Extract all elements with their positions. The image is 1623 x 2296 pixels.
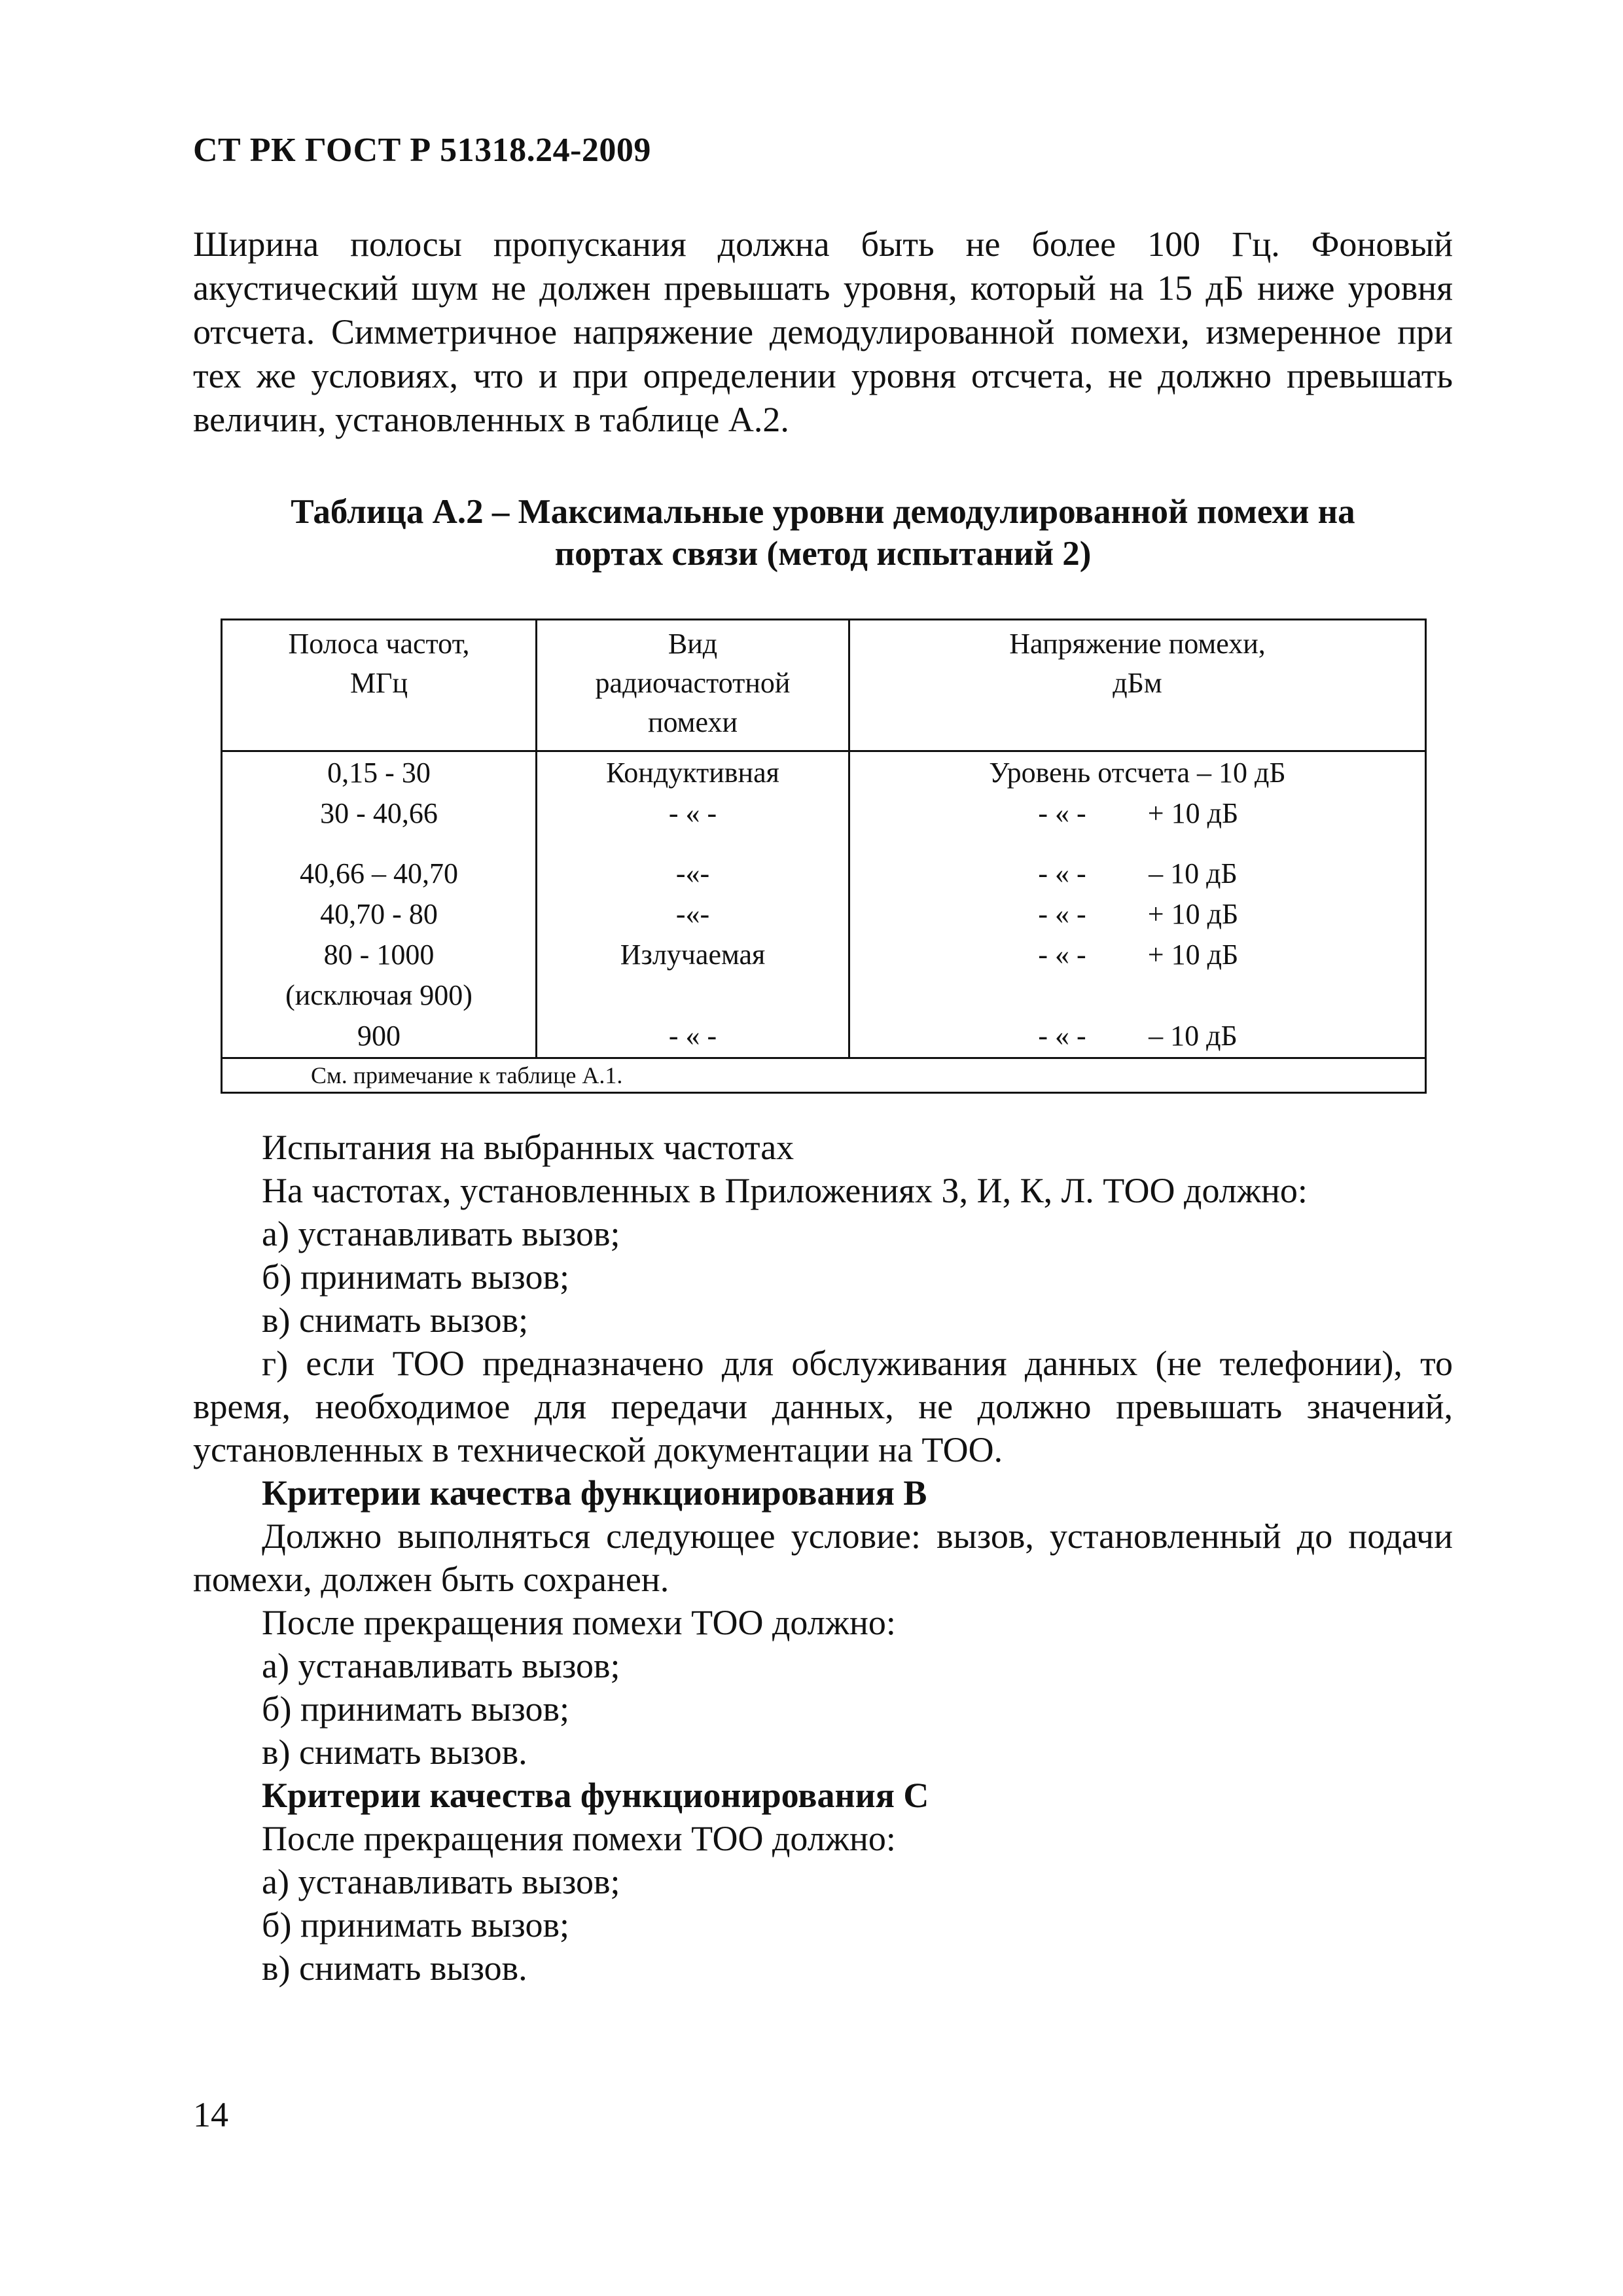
voltage-ditto: - « - <box>1038 797 1086 829</box>
table-cell-voltage <box>850 935 1425 976</box>
voltage-ditto: - « - <box>1038 898 1086 930</box>
table-cell-type: -«- <box>675 898 710 930</box>
table-cell-type: - « - <box>668 1020 717 1052</box>
table-note-row <box>222 1058 1426 1093</box>
document-code-header: СТ РК ГОСТ Р 51318.24-2009 <box>193 132 651 169</box>
table-cell-voltage <box>850 895 1425 935</box>
header-frequency-band-line-2: МГц <box>349 667 408 699</box>
voltage-ditto: - « - <box>1038 857 1086 889</box>
voltage-delta: – 10 дБ <box>1149 857 1238 889</box>
list-item: б) принимать вызов; <box>262 1257 569 1297</box>
table-cell-type: -«- <box>675 857 710 889</box>
table-body-row <box>222 751 1426 1058</box>
header-interference-voltage-line-2: дБм <box>1113 667 1162 699</box>
page-number: 14 <box>193 2095 228 2134</box>
body-paragraph: Должно выполняться следующее условие: вызов, установленный до подачи помехи, должен быть сохранен. <box>193 1516 1453 1599</box>
header-interference-voltage-line-1: Напряжение помехи, <box>1009 628 1266 660</box>
voltage-delta: – 10 дБ <box>1149 1020 1238 1052</box>
table-cell-type-empty <box>537 976 848 1016</box>
header-interference-voltage <box>849 620 1426 751</box>
body-paragraph: После прекращения помехи ТОО должно: <box>262 1819 896 1858</box>
table-cell-band: 0,15 - 30 <box>327 757 431 789</box>
table-header-row <box>222 620 1426 751</box>
voltage-delta: + 10 дБ <box>1147 898 1239 930</box>
table-cell-type: Кондуктивная <box>606 757 779 789</box>
table-cell-band: 900 <box>357 1020 401 1052</box>
list-item: а) устанавливать вызов; <box>262 1214 620 1253</box>
body-paragraph: После прекращения помехи ТОО должно: <box>262 1603 896 1642</box>
table-caption <box>193 491 1453 575</box>
table-cell-band: 40,70 - 80 <box>320 898 438 930</box>
voltage-ditto: - « - <box>1038 939 1086 971</box>
body-text <box>193 1126 1453 1990</box>
list-item: а) устанавливать вызов; <box>262 1646 620 1685</box>
table-note: См. примечание к таблице А.1. <box>222 1058 1426 1093</box>
table-cell-band: (исключая 900) <box>285 979 473 1011</box>
table-cell-voltage <box>850 794 1425 834</box>
header-interference-type-line-3: помехи <box>647 706 738 738</box>
header-interference-type-line-1: Вид <box>668 628 718 660</box>
body-paragraph: На частотах, установленных в Приложениях З, И, К, Л. ТОО должно: <box>262 1171 1308 1210</box>
voltage-delta: + 10 дБ <box>1147 797 1239 829</box>
interference-type-column <box>537 751 849 1058</box>
interference-voltage-column <box>849 751 1426 1058</box>
section-heading-criteria-c: Критерии качества функционирования С <box>262 1776 929 1815</box>
frequency-band-column <box>222 751 537 1058</box>
list-item: в) снимать вызов; <box>262 1300 529 1340</box>
header-interference-type-line-2: радиочастотной <box>595 667 791 699</box>
list-item: в) снимать вызов. <box>262 1948 527 1988</box>
table-cell-voltage-empty <box>850 976 1425 1016</box>
table-cell-type: Излучаемая <box>620 939 766 971</box>
table-caption-line-1: Таблица А.2 – Максимальные уровни демодулированной помехи на <box>291 493 1355 531</box>
table-cell-band: 30 - 40,66 <box>320 797 438 829</box>
interference-levels-table <box>221 619 1427 1094</box>
body-paragraph: Испытания на выбранных частотах <box>262 1128 794 1167</box>
table-cell-type: - « - <box>668 797 717 829</box>
list-item: в) снимать вызов. <box>262 1732 527 1772</box>
table-cell-band: 80 - 1000 <box>323 939 435 971</box>
header-interference-type <box>537 620 849 751</box>
list-item: г) если ТОО предназначено для обслуживания данных (не телефонии), то время, необходимое для передачи данных, не должно превышать значений, установленных в технической документации на ТОО. <box>193 1344 1453 1469</box>
table-cell-voltage <box>850 1016 1425 1057</box>
list-item: б) принимать вызов; <box>262 1905 569 1945</box>
table-caption-line-2: портах связи (метод испытаний 2) <box>554 535 1092 573</box>
table-cell-band: 40,66 – 40,70 <box>300 857 458 889</box>
voltage-delta: + 10 дБ <box>1147 939 1239 971</box>
voltage-full: Уровень отсчета – 10 дБ <box>989 757 1286 789</box>
section-heading-criteria-b: Критерии качества функционирования В <box>262 1473 927 1513</box>
list-item: а) устанавливать вызов; <box>262 1862 620 1901</box>
list-item: б) принимать вызов; <box>262 1689 569 1729</box>
intro-paragraph: Ширина полосы пропускания должна быть не более 100 Гц. Фоновый акустический шум не должен превышать уровня, который на 15 дБ ниже уровня отсчета. Симметричное напряжение демодулированной помехи, измеренное при тех же условиях, что и при определении уровня отсчета, не должно превышать величин, установленных в таблице А.2. <box>193 224 1453 439</box>
header-frequency-band <box>222 620 537 751</box>
table-cell-voltage <box>850 854 1425 895</box>
table-cell-voltage <box>850 753 1425 794</box>
voltage-ditto: - « - <box>1038 1020 1086 1052</box>
header-frequency-band-line-1: Полоса частот, <box>288 628 470 660</box>
